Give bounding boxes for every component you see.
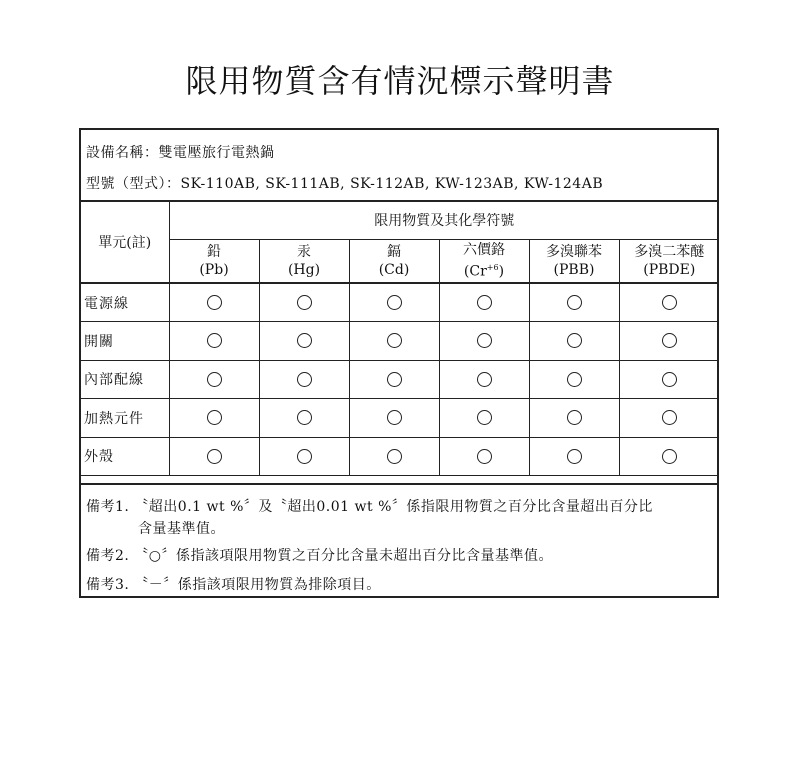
compliance-cell	[439, 360, 529, 399]
note-2: 備考2. 〝○〞係指該項限用物質之百分比含量未超出百分比含量基準值。	[86, 548, 554, 564]
circle-mark-icon	[477, 449, 492, 464]
circle-mark-icon	[207, 372, 222, 387]
table-row	[81, 283, 719, 322]
compliance-cell	[259, 283, 349, 322]
substance-header-row	[81, 239, 719, 283]
compliance-cell	[349, 283, 439, 322]
substance-header: 多溴二苯醚 (PBDE)	[619, 239, 719, 283]
table-row	[81, 437, 719, 476]
circle-mark-icon	[207, 333, 222, 348]
compliance-cell	[439, 283, 529, 322]
substance-header: 鉛 (Pb)	[169, 239, 259, 283]
compliance-cell	[619, 399, 719, 438]
table-row	[81, 399, 719, 438]
compliance-cell	[529, 322, 619, 361]
compliance-cell	[169, 360, 259, 399]
compliance-cell	[619, 437, 719, 476]
circle-mark-icon	[207, 295, 222, 310]
substance-header: 汞 (Hg)	[259, 239, 349, 283]
document-title: 限用物質含有情況標示聲明書	[185, 62, 615, 100]
note-3: 備考3. 〝－〞係指該項限用物質為排除項目。	[86, 577, 381, 593]
compliance-cell	[169, 437, 259, 476]
substance-group-header: 限用物質及其化學符號	[169, 201, 719, 239]
compliance-cell	[439, 437, 529, 476]
circle-mark-icon	[477, 333, 492, 348]
circle-mark-icon	[297, 295, 312, 310]
compliance-cell	[259, 360, 349, 399]
unit-label: 開關	[81, 322, 169, 361]
circle-mark-icon	[387, 333, 402, 348]
unit-label: 電源線	[81, 283, 169, 322]
circle-mark-icon	[477, 372, 492, 387]
substance-header: 多溴聯苯 (PBB)	[529, 239, 619, 283]
table-row	[81, 360, 719, 399]
circle-mark-icon	[297, 410, 312, 425]
unit-label: 內部配線	[81, 360, 169, 399]
circle-mark-icon	[662, 449, 677, 464]
compliance-cell	[349, 360, 439, 399]
circle-mark-icon	[207, 410, 222, 425]
notes-section	[81, 483, 719, 600]
circle-mark-icon	[567, 410, 582, 425]
compliance-cell	[259, 437, 349, 476]
circle-mark-icon	[662, 295, 677, 310]
compliance-cell	[169, 322, 259, 361]
substance-table	[81, 200, 719, 476]
circle-mark-icon	[387, 449, 402, 464]
compliance-cell	[529, 360, 619, 399]
circle-mark-icon	[567, 449, 582, 464]
circle-mark-icon	[477, 295, 492, 310]
circle-mark-icon	[662, 372, 677, 387]
circle-mark-icon	[567, 372, 582, 387]
circle-mark-icon	[567, 295, 582, 310]
model-numbers: 型號（型式）：SK-110AB, SK-111AB, SK-112AB, KW-123AB, KW-124AB	[86, 176, 604, 192]
circle-mark-icon	[297, 372, 312, 387]
substance-header: 六價鉻 $(Cr^{+6})$	[439, 239, 529, 283]
compliance-cell	[259, 322, 349, 361]
unit-label: 加熱元件	[81, 399, 169, 438]
circle-mark-icon	[567, 333, 582, 348]
compliance-cell	[169, 283, 259, 322]
compliance-cell	[349, 437, 439, 476]
substance-header: 鎘 (Cd)	[349, 239, 439, 283]
note-1: 備考1. 〝超出0.1 wt %〞及〝超出0.01 wt %〞係指限用物質之百分比含量超出百分比	[86, 499, 653, 515]
circle-mark-icon	[662, 410, 677, 425]
compliance-cell	[619, 360, 719, 399]
compliance-cell	[349, 322, 439, 361]
circle-mark-icon	[297, 449, 312, 464]
note-1-continuation: 含量基準值。	[138, 521, 225, 537]
compliance-cell	[169, 399, 259, 438]
compliance-cell	[439, 322, 529, 361]
declaration-box	[79, 128, 719, 598]
unit-header: 單元(註)	[81, 201, 169, 283]
compliance-cell	[529, 399, 619, 438]
circle-mark-icon	[477, 410, 492, 425]
circle-mark-icon	[387, 410, 402, 425]
compliance-cell	[349, 399, 439, 438]
circle-mark-icon	[297, 333, 312, 348]
circle-mark-icon	[207, 449, 222, 464]
circle-mark-icon	[662, 333, 677, 348]
compliance-cell	[529, 437, 619, 476]
compliance-cell	[619, 322, 719, 361]
equipment-name: 設備名稱：雙電壓旅行電熱鍋	[86, 145, 275, 161]
compliance-cell	[529, 283, 619, 322]
compliance-cell	[259, 399, 349, 438]
compliance-cell	[619, 283, 719, 322]
compliance-cell	[439, 399, 529, 438]
circle-mark-icon	[387, 372, 402, 387]
unit-label: 外殼	[81, 437, 169, 476]
circle-mark-icon	[387, 295, 402, 310]
table-row	[81, 322, 719, 361]
